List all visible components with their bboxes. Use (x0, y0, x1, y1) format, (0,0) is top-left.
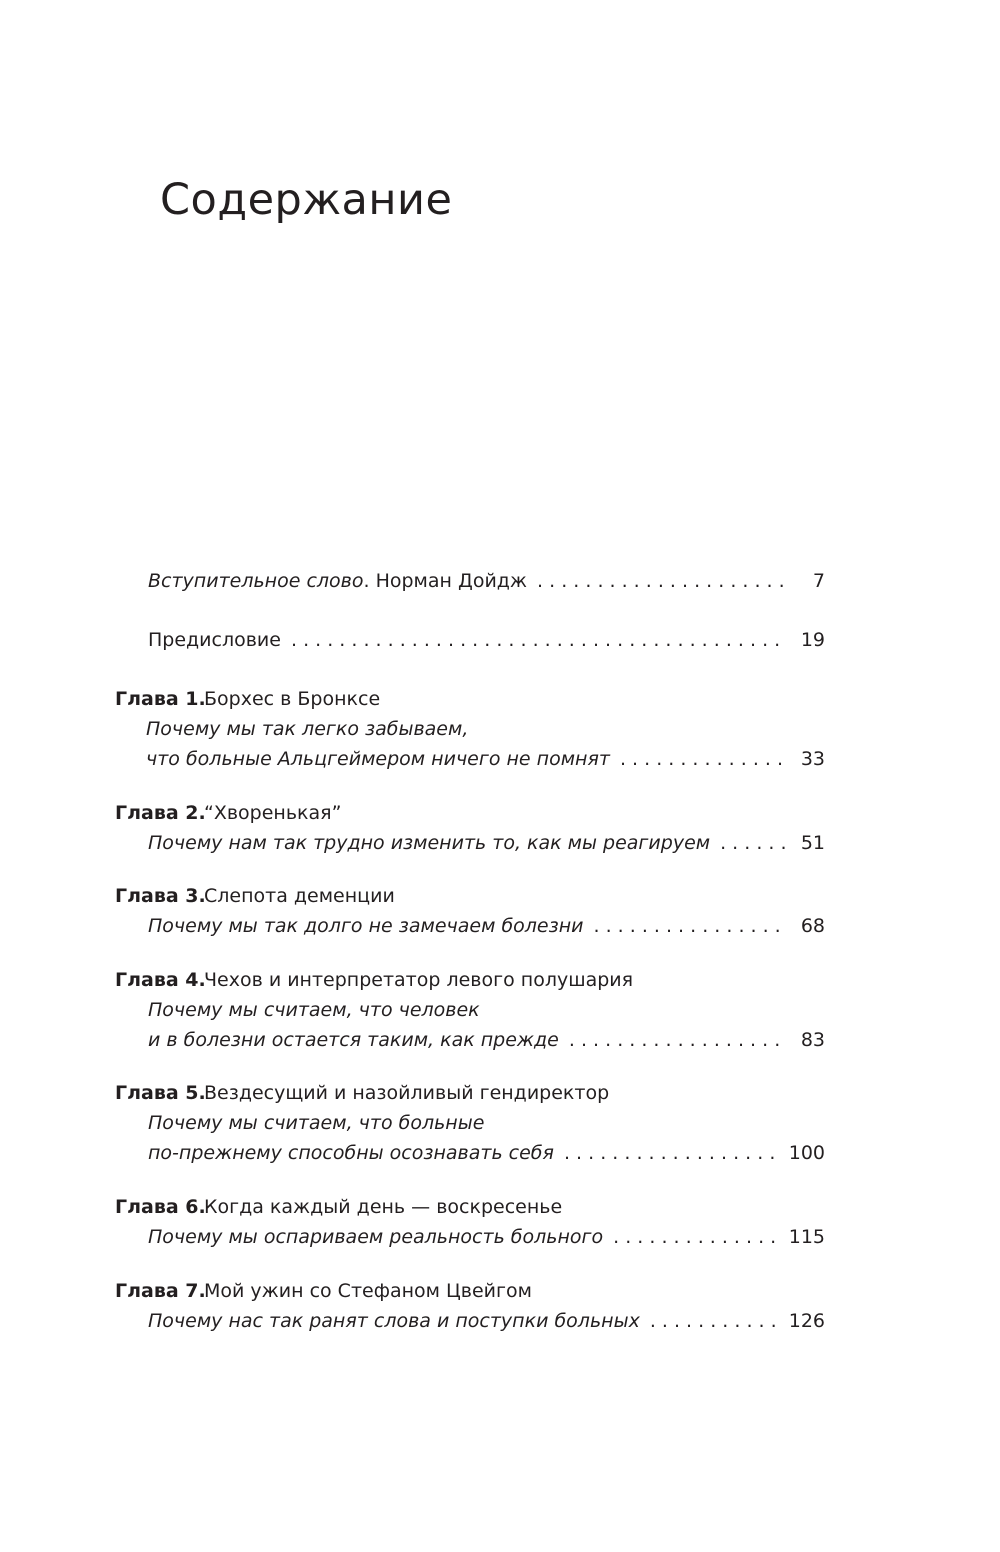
foreword-author: . Норман Дойдж (363, 570, 528, 592)
chapter-label: Глава 1. (115, 688, 206, 710)
chapter-subtitle: и в болезни остается таким, как прежде (148, 1029, 559, 1051)
chapter-heading[interactable] (115, 965, 825, 995)
chapter-subtitle: по-прежнему способны осознавать себя (148, 1142, 554, 1164)
dot-leader (291, 625, 785, 655)
toc-entry-preface[interactable] (148, 625, 825, 655)
page-number: 19 (800, 629, 825, 651)
chapter-label: Глава 6. (115, 1196, 206, 1218)
chapter-label: Глава 7. (115, 1280, 206, 1302)
chapter-title: Слепота деменции (204, 885, 395, 907)
chapter-subtitle-line (146, 714, 825, 744)
chapter-subtitle-line[interactable] (148, 1025, 825, 1055)
page-number: 33 (800, 748, 825, 770)
chapter-heading[interactable] (115, 881, 825, 911)
chapter-subtitle: Почему мы так долго не замечаем болезни (148, 915, 584, 937)
chapter-heading[interactable] (115, 1192, 825, 1222)
chapter-subtitle: Почему мы так легко забываем, (146, 718, 469, 740)
dot-leader (569, 1025, 785, 1055)
chapter-title: Чехов и интерпретатор левого полушария (204, 969, 634, 991)
dot-leader (564, 1138, 779, 1168)
chapter-subtitle-line[interactable] (148, 1138, 825, 1168)
toc-entry-foreword[interactable] (148, 566, 825, 596)
dot-leader (720, 828, 785, 858)
chapter-title: Борхес в Бронксе (204, 688, 381, 710)
dot-leader (620, 744, 785, 774)
chapter-subtitle-line (148, 995, 825, 1025)
chapter-subtitle-line (148, 1108, 825, 1138)
foreword-label: Вступительное слово (148, 570, 364, 592)
chapter-heading[interactable] (115, 1276, 825, 1306)
preface-label: Предисловие (148, 629, 281, 651)
chapter-subtitle-line[interactable] (148, 1306, 825, 1336)
chapter-label: Глава 5. (115, 1082, 206, 1104)
chapter-subtitle: Почему мы считаем, что больные (148, 1112, 485, 1134)
chapter-title: Мой ужин со Стефаном Цвейгом (204, 1280, 532, 1302)
chapter-subtitle-line[interactable] (146, 744, 825, 774)
chapter-heading[interactable] (115, 798, 825, 828)
chapter-subtitle: Почему мы оспариваем реальность больного (148, 1226, 604, 1248)
chapter-title: Вездесущий и назойливый гендиректор (204, 1082, 610, 1104)
dot-leader (650, 1306, 779, 1336)
page-number: 68 (800, 915, 825, 937)
chapter-subtitle-line[interactable] (148, 911, 825, 941)
chapter-label: Глава 4. (115, 969, 206, 991)
page-number: 100 (788, 1142, 825, 1164)
dot-leader (537, 566, 785, 596)
chapter-subtitle: Почему мы считаем, что человек (148, 999, 480, 1021)
chapter-title: “Хворенькая” (204, 802, 342, 824)
dot-leader (594, 911, 786, 941)
chapter-subtitle-line[interactable] (148, 828, 825, 858)
chapter-title: Когда каждый день — воскресенье (204, 1196, 563, 1218)
chapter-heading[interactable] (115, 684, 825, 714)
page-title: Содержание (160, 175, 453, 225)
dot-leader (613, 1222, 779, 1252)
chapter-heading[interactable] (115, 1078, 825, 1108)
page-number: 115 (788, 1226, 825, 1248)
chapter-subtitle-line[interactable] (148, 1222, 825, 1252)
page-number: 126 (788, 1310, 825, 1332)
chapter-subtitle: Почему нас так ранят слова и поступки больных (148, 1310, 640, 1332)
chapter-subtitle: Почему нам так трудно изменить то, как мы реагируем (148, 832, 711, 854)
chapter-subtitle: что больные Альцгеймером ничего не помнят (146, 748, 610, 770)
page-number: 7 (812, 570, 825, 592)
chapter-label: Глава 3. (115, 885, 206, 907)
chapter-label: Глава 2. (115, 802, 206, 824)
page-number: 83 (800, 1029, 825, 1051)
page-number: 51 (800, 832, 825, 854)
